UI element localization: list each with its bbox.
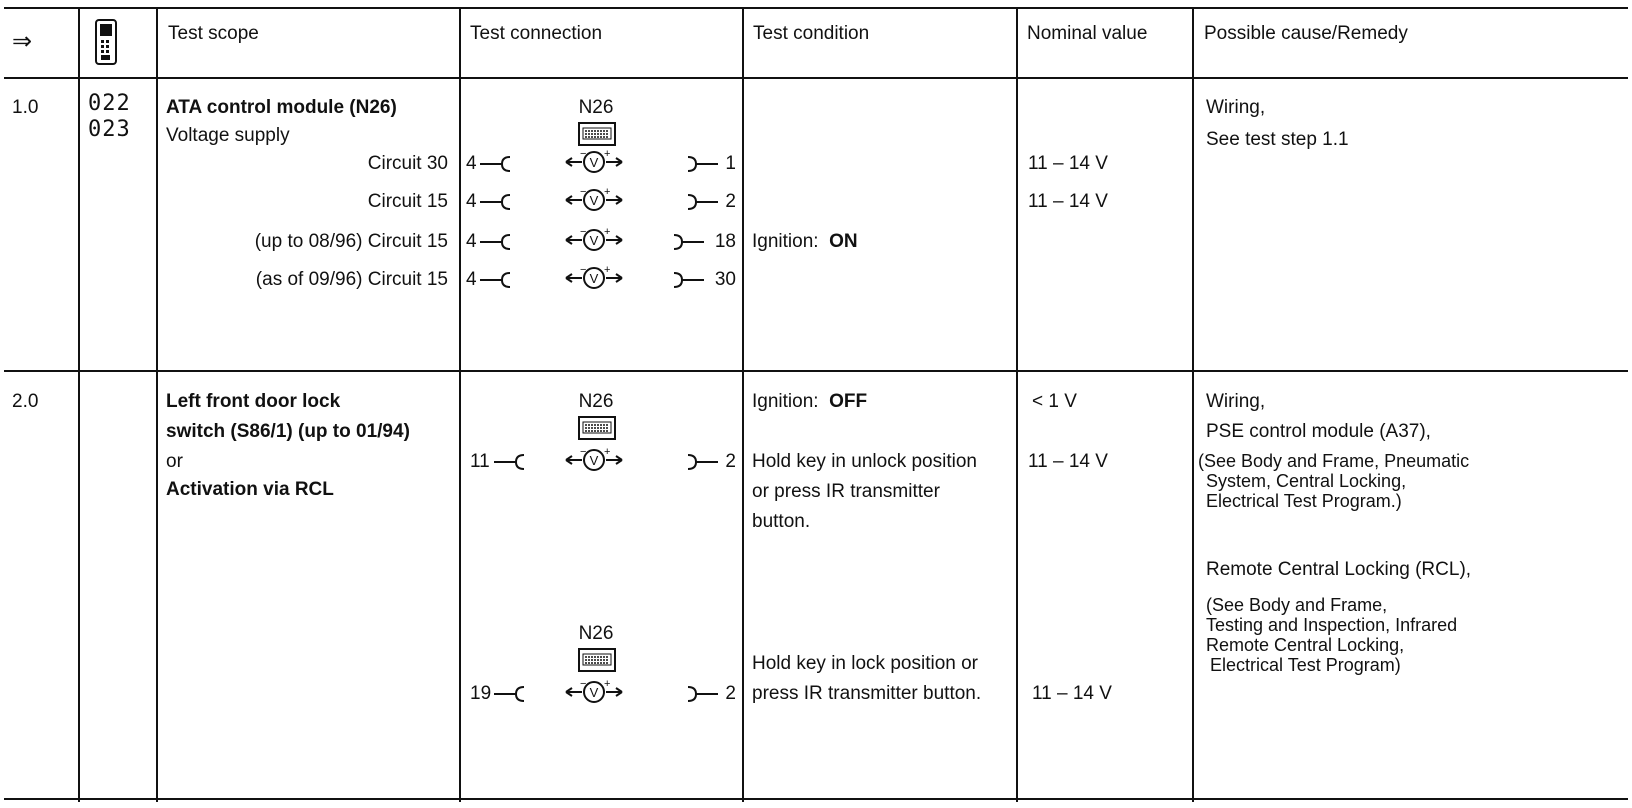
- voltmeter-icon: [564, 266, 624, 290]
- remedy-text: System, Central Locking,: [1206, 471, 1407, 491]
- socket-left-icon: [478, 187, 514, 217]
- error-code: 022: [88, 91, 131, 116]
- socket-right-icon: [684, 149, 720, 179]
- scope-subtitle: Voltage supply: [166, 125, 290, 146]
- circuit-label: (up to 08/96) Circuit 15: [254, 231, 448, 252]
- header-divider: [4, 77, 1628, 79]
- scope-title: Left front door lock: [166, 391, 341, 412]
- socket-right-icon: [684, 679, 720, 709]
- test-condition: [752, 392, 867, 412]
- header-test-scope: Test scope: [168, 23, 259, 44]
- table-bottom-border: [4, 798, 1628, 800]
- svg-text:V: V: [589, 271, 599, 286]
- connector-label: N26: [578, 391, 614, 412]
- scope-title: ATA control module (N26): [166, 97, 397, 118]
- remedy-text: Electrical Test Program): [1210, 655, 1401, 675]
- remedy-text: (See Body and Frame,: [1206, 595, 1388, 615]
- hand-tester-icon: [93, 18, 119, 71]
- connector-plug-icon: [578, 416, 616, 440]
- svg-text:V: V: [589, 685, 599, 700]
- voltmeter-icon: [564, 680, 624, 704]
- pin-from: 4: [466, 269, 477, 290]
- pin-to: 30: [714, 269, 736, 290]
- column-divider-6: [1192, 8, 1194, 802]
- remedy-text: See test step 1.1: [1206, 129, 1349, 150]
- row-divider: [4, 370, 1628, 372]
- column-divider-2: [156, 8, 158, 802]
- nominal-value: < 1 V: [1032, 391, 1077, 412]
- socket-left-icon: [492, 679, 528, 709]
- svg-text:+: +: [604, 188, 611, 198]
- remedy-text: Remote Central Locking,: [1206, 635, 1405, 655]
- socket-right-icon: [670, 227, 706, 257]
- svg-text:+: +: [604, 228, 611, 238]
- arrow-icon: ⇒: [12, 28, 33, 55]
- svg-text:V: V: [589, 233, 599, 248]
- svg-text:−: −: [580, 680, 587, 690]
- condition-text: Hold key in unlock position: [752, 451, 977, 472]
- scope-title: switch (S86/1) (up to 01/94): [166, 421, 410, 442]
- svg-text:V: V: [589, 453, 599, 468]
- socket-left-icon: [478, 149, 514, 179]
- nominal-value: 11 – 14 V: [1028, 451, 1108, 472]
- condition-text: Hold key in lock position or: [752, 653, 978, 674]
- header-test-connection: Test connection: [470, 23, 603, 44]
- remedy-text: Wiring,: [1206, 391, 1266, 412]
- column-divider-4: [742, 8, 744, 802]
- nominal-value: 11 – 14 V: [1032, 683, 1112, 704]
- pin-to: 2: [725, 451, 736, 472]
- nominal-value: 11 – 14 V: [1028, 191, 1108, 212]
- nominal-value: 11 – 14 V: [1028, 153, 1108, 174]
- voltmeter-icon: [564, 228, 624, 252]
- condition-label: Ignition:: [752, 391, 819, 412]
- remedy-text: Wiring,: [1206, 97, 1266, 118]
- socket-left-icon: [492, 447, 528, 477]
- pin-to: 2: [725, 191, 736, 212]
- pin-to: 18: [714, 231, 736, 252]
- step-number: 1.0: [12, 97, 39, 118]
- socket-left-icon: [478, 265, 514, 295]
- header-cause-remedy: Possible cause/Remedy: [1204, 23, 1408, 44]
- header-test-condition: Test condition: [753, 23, 870, 44]
- condition-text: or press IR transmitter: [752, 481, 940, 502]
- svg-text:V: V: [589, 155, 599, 170]
- condition-value: ON: [829, 231, 858, 252]
- voltmeter-icon: [564, 188, 624, 212]
- scope-title: Activation via RCL: [166, 479, 334, 500]
- svg-text:−: −: [580, 266, 587, 276]
- column-divider-1: [78, 8, 80, 802]
- socket-right-icon: [684, 447, 720, 477]
- voltmeter-icon: [564, 448, 624, 472]
- remedy-text: Electrical Test Program.): [1206, 491, 1402, 511]
- circuit-label: Circuit 15: [367, 191, 448, 212]
- svg-text:−: −: [580, 448, 587, 458]
- remedy-text: Testing and Inspection, Infrared: [1206, 615, 1458, 635]
- pin-from: 4: [466, 231, 477, 252]
- column-divider-3: [459, 8, 461, 802]
- connector-label: N26: [578, 97, 614, 118]
- condition-label: Ignition:: [752, 231, 819, 252]
- svg-text:−: −: [580, 150, 587, 160]
- scope-or: or: [166, 451, 183, 472]
- pin-to: 2: [725, 683, 736, 704]
- pin-from: 4: [466, 191, 477, 212]
- connector-plug-icon: [578, 648, 616, 672]
- svg-text:−: −: [580, 228, 587, 238]
- svg-text:+: +: [604, 266, 611, 276]
- condition-text: press IR transmitter button.: [752, 683, 982, 704]
- condition-text: button.: [752, 511, 811, 532]
- socket-left-icon: [478, 227, 514, 257]
- header-nominal-value: Nominal value: [1027, 23, 1148, 44]
- circuit-label: Circuit 30: [367, 153, 448, 174]
- pin-from: 11: [470, 451, 490, 472]
- socket-right-icon: [684, 187, 720, 217]
- svg-text:+: +: [604, 150, 611, 160]
- svg-text:−: −: [580, 188, 587, 198]
- remedy-text: (See Body and Frame, Pneumatic: [1198, 451, 1470, 471]
- column-divider-5: [1016, 8, 1018, 802]
- voltmeter-icon: [564, 150, 624, 174]
- step-number: 2.0: [12, 391, 39, 412]
- socket-right-icon: [670, 265, 706, 295]
- test-condition: [752, 232, 858, 252]
- svg-text:+: +: [604, 448, 611, 458]
- condition-value: OFF: [829, 391, 868, 412]
- pin-from: 19: [470, 683, 492, 704]
- connector-plug-icon: [578, 122, 616, 146]
- connector-label: N26: [578, 623, 614, 644]
- pin-from: 4: [466, 153, 477, 174]
- pin-to: 1: [725, 153, 736, 174]
- remedy-text: Remote Central Locking (RCL),: [1206, 559, 1472, 580]
- table-top-border: [4, 7, 1628, 9]
- svg-text:+: +: [604, 680, 611, 690]
- circuit-label: (as of 09/96) Circuit 15: [255, 269, 448, 290]
- remedy-text: PSE control module (A37),: [1206, 421, 1431, 442]
- error-code: 023: [88, 117, 131, 142]
- svg-text:V: V: [589, 193, 599, 208]
